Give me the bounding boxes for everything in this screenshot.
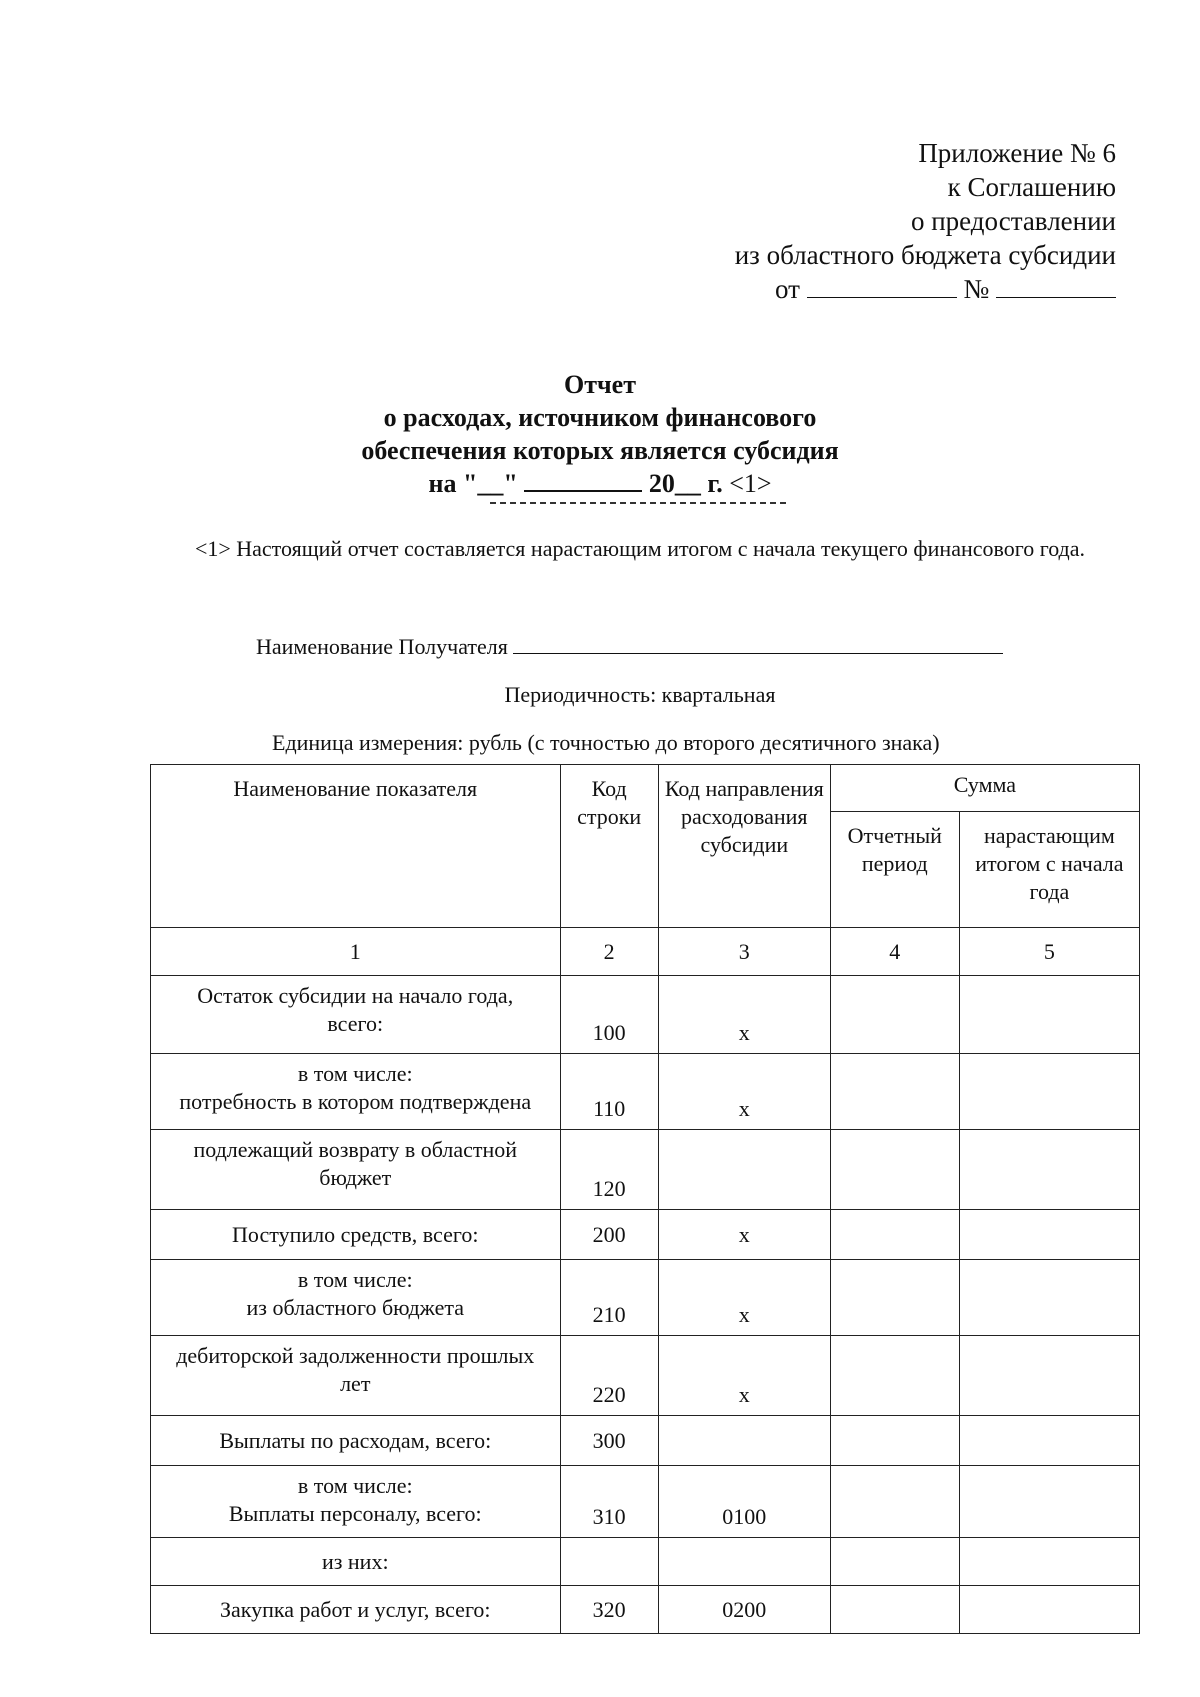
title-date-prefix: на "__" — [428, 469, 518, 498]
table-row — [151, 1586, 1140, 1634]
row-code: 210 — [560, 1260, 658, 1336]
cell-cumulative[interactable] — [959, 1260, 1139, 1336]
annex-line-2: к Соглашению — [947, 172, 1116, 202]
column-number: 5 — [959, 928, 1139, 976]
annex-date-line — [596, 272, 1116, 306]
cell-cumulative[interactable] — [959, 1336, 1139, 1416]
row-name-line: в том числе: — [297, 1473, 413, 1498]
row-code: 320 — [560, 1586, 658, 1634]
annex-number-sign: № — [963, 274, 990, 304]
recipient-blank[interactable] — [513, 633, 1003, 654]
row-name — [151, 1336, 561, 1416]
annex-line-1: Приложение № 6 — [918, 138, 1116, 168]
annex-header — [596, 136, 1116, 306]
row-direction: x — [658, 1210, 830, 1260]
title-line-4 — [0, 467, 1200, 500]
cell-reporting-period[interactable] — [830, 1054, 959, 1130]
row-name-line: подлежащий возврату в областной — [193, 1137, 518, 1162]
row-name — [151, 1538, 561, 1586]
cell-reporting-period[interactable] — [830, 976, 959, 1054]
row-name-line: потребность в котором подтверждена — [179, 1089, 532, 1114]
row-name-line: в том числе: — [297, 1061, 413, 1086]
report-table — [150, 764, 1140, 1634]
table-row — [151, 1466, 1140, 1538]
row-direction: 0100 — [658, 1466, 830, 1538]
column-number: 2 — [560, 928, 658, 976]
table-row — [151, 1130, 1140, 1210]
row-name — [151, 1466, 561, 1538]
cell-cumulative[interactable] — [959, 1538, 1139, 1586]
row-code: 200 — [560, 1210, 658, 1260]
row-code: 110 — [560, 1054, 658, 1130]
row-name — [151, 1054, 561, 1130]
unit-of-measure: Единица измерения: рубль (с точностью до второго десятичного знака) — [272, 730, 940, 755]
cell-cumulative[interactable] — [959, 1210, 1139, 1260]
row-name-line: из областного бюджета — [246, 1295, 465, 1320]
row-code: 310 — [560, 1466, 658, 1538]
cell-reporting-period[interactable] — [830, 1210, 959, 1260]
row-direction — [658, 1130, 830, 1210]
table-row — [151, 1260, 1140, 1336]
row-name — [151, 1260, 561, 1336]
table-row — [151, 1538, 1140, 1586]
row-direction — [658, 1538, 830, 1586]
recipient-label: Наименование Получателя — [256, 634, 508, 659]
row-code: 300 — [560, 1416, 658, 1466]
cell-reporting-period[interactable] — [830, 1416, 959, 1466]
title-footnote-ref: <1> — [729, 469, 772, 498]
row-name-line: Выплаты по расходам, всего: — [219, 1427, 492, 1453]
cell-reporting-period[interactable] — [830, 1260, 959, 1336]
row-name-line: всего: — [327, 1011, 384, 1036]
title-line-2: о расходах, источником финансового — [383, 403, 817, 432]
cell-cumulative[interactable] — [959, 1416, 1139, 1466]
row-code: 100 — [560, 976, 658, 1054]
column-number: 4 — [830, 928, 959, 976]
title-line-3: обеспечения которых является субсидия — [361, 436, 839, 465]
report-title — [0, 368, 1200, 500]
row-name — [151, 1416, 561, 1466]
annex-line-3: о предоставлении — [910, 206, 1116, 236]
cell-reporting-period[interactable] — [830, 1466, 959, 1538]
header-reporting-period: Отчетный период — [830, 812, 959, 928]
header-line-code: Код строки — [560, 765, 658, 928]
cell-cumulative[interactable] — [959, 1586, 1139, 1634]
row-direction — [658, 1416, 830, 1466]
table-row — [151, 1416, 1140, 1466]
row-name-line: Остаток субсидии на начало года, — [197, 983, 514, 1008]
row-name — [151, 976, 561, 1054]
table-row — [151, 1054, 1140, 1130]
title-line-1: Отчет — [564, 370, 636, 399]
annex-number-blank[interactable] — [996, 273, 1116, 298]
table-row — [151, 1210, 1140, 1260]
cell-reporting-period[interactable] — [830, 1586, 959, 1634]
row-name-line: в том числе: — [297, 1267, 413, 1292]
row-name-line: Закупка работ и услуг, всего: — [219, 1596, 491, 1622]
row-code: 120 — [560, 1130, 658, 1210]
table-row — [151, 976, 1140, 1054]
column-number: 3 — [658, 928, 830, 976]
annex-line-4: из областного бюджета субсидии — [734, 240, 1116, 270]
cell-reporting-period[interactable] — [830, 1336, 959, 1416]
title-year: 20__ г. — [648, 469, 723, 498]
row-name-line: дебиторской задолженности прошлых — [176, 1343, 535, 1368]
annex-date-prefix: от — [775, 274, 800, 304]
row-name — [151, 1210, 561, 1260]
periodicity: Периодичность: квартальная — [504, 682, 776, 707]
row-name-line: бюджет — [319, 1165, 392, 1190]
cell-cumulative[interactable] — [959, 1054, 1139, 1130]
footnote-text: <1> Настоящий отчет составляется нарастающим итогом с начала текущего финансового года. — [194, 536, 1086, 561]
row-direction: x — [658, 976, 830, 1054]
cell-reporting-period[interactable] — [830, 1130, 959, 1210]
header-direction-code: Код направления расходования субсидии — [658, 765, 830, 928]
row-direction: x — [658, 1336, 830, 1416]
row-name — [151, 1130, 561, 1210]
column-number: 1 — [151, 928, 561, 976]
header-sum: Сумма — [830, 765, 1139, 812]
cell-cumulative[interactable] — [959, 976, 1139, 1054]
row-code — [560, 1538, 658, 1586]
title-month-blank[interactable] — [524, 468, 642, 492]
cell-cumulative[interactable] — [959, 1130, 1139, 1210]
row-direction: x — [658, 1260, 830, 1336]
row-direction: 0200 — [658, 1586, 830, 1634]
row-name-line: Поступило средств, всего: — [232, 1221, 479, 1247]
row-name-line: из них: — [321, 1548, 389, 1574]
row-name — [151, 1586, 561, 1634]
header-name: Наименование показателя — [151, 765, 561, 928]
row-direction: x — [658, 1054, 830, 1130]
annex-date-blank[interactable] — [807, 273, 957, 298]
row-name-line: Выплаты персоналу, всего: — [228, 1501, 482, 1526]
footnote-separator — [490, 502, 786, 504]
cell-cumulative[interactable] — [959, 1466, 1139, 1538]
table-row — [151, 1336, 1140, 1416]
cell-reporting-period[interactable] — [830, 1538, 959, 1586]
row-code: 220 — [560, 1336, 658, 1416]
header-cumulative: нарастающим итогом с начала года — [959, 812, 1139, 928]
recipient-line — [256, 632, 1003, 662]
row-name-line: лет — [340, 1371, 371, 1396]
